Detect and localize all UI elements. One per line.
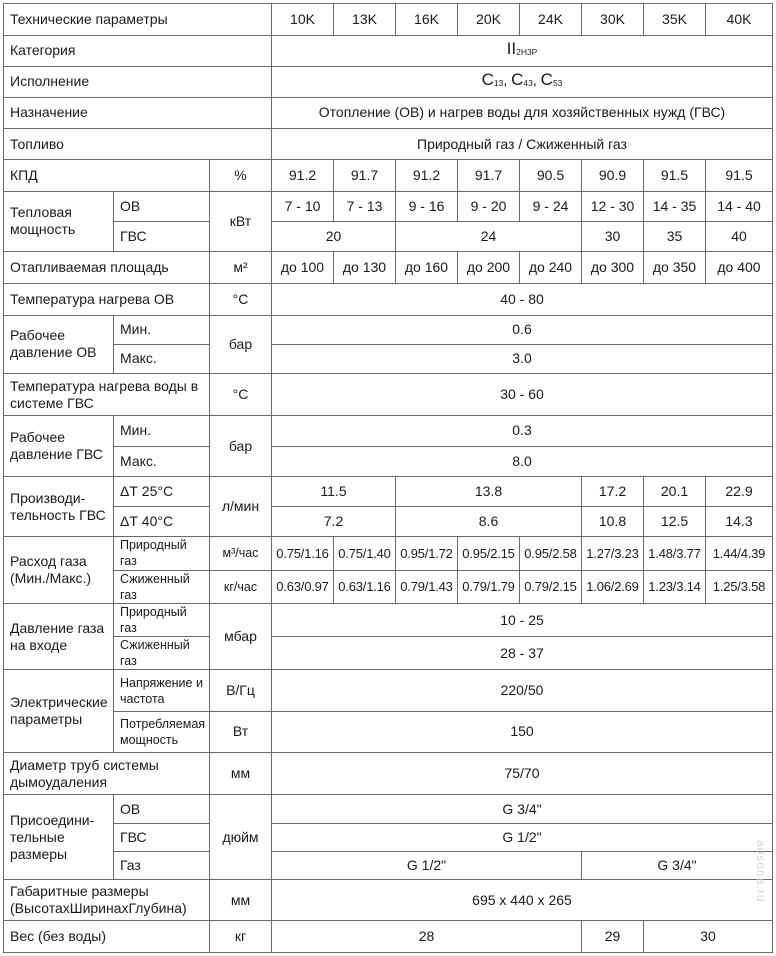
- efficiency-20k: 91.7: [458, 160, 520, 191]
- gvs-capacity-dt25-cell: 11.5: [272, 476, 396, 506]
- gvs-capacity-dt25-cell: 20.1: [644, 476, 706, 506]
- gvs-capacity-dt25-cell: 13.8: [396, 476, 582, 506]
- electrical-voltage-value: 220/50: [272, 670, 773, 711]
- gas-consumption-natural-cell: 0.75/1.40: [334, 537, 396, 570]
- gas-consumption-natural-cell: 0.95/2.15: [458, 537, 520, 570]
- ov-pressure-min-label: Мин.: [114, 315, 210, 344]
- heated-area-cell: до 200: [458, 252, 520, 284]
- thermal-power-ov-cell: 14 - 35: [644, 191, 706, 221]
- efficiency-40k: 91.5: [706, 160, 773, 191]
- thermal-power-ov-cell: 7 - 10: [272, 191, 334, 221]
- fuel-label: Топливо: [4, 129, 272, 160]
- thermal-power-ov-cell: 12 - 30: [582, 191, 644, 221]
- connections-gvs-label: ГВС: [114, 823, 210, 851]
- gas-consumption-liquefied-cell: 0.79/1.43: [396, 570, 458, 603]
- header-row: [4, 4, 773, 36]
- gas-consumption-natural-unit: м³/час: [210, 537, 272, 570]
- gas-consumption-liquefied-cell: 0.79/1.79: [458, 570, 520, 603]
- gvs-pressure-max-row: [4, 446, 773, 476]
- connections-ov-value: G 3/4": [272, 795, 773, 823]
- efficiency-35k: 91.5: [644, 160, 706, 191]
- dimensions-row: [4, 880, 773, 921]
- weight-row: [4, 921, 773, 953]
- thermal-power-gvs-label: ГВС: [114, 221, 210, 251]
- ov-pressure-unit: бар: [210, 315, 272, 373]
- efficiency-10k: 91.2: [272, 160, 334, 191]
- category-main: II: [506, 39, 517, 59]
- purpose-label: Назначение: [4, 97, 272, 128]
- efficiency-24k: 90.5: [520, 160, 582, 191]
- inlet-pressure-liquefied-row: [4, 637, 773, 670]
- gas-consumption-natural-label: Природный газ: [114, 537, 210, 570]
- weight-cell: 29: [582, 921, 644, 953]
- gvs-capacity-dt40-cell: 12.5: [644, 507, 706, 537]
- thermal-power-ov-label: ОВ: [114, 191, 210, 221]
- gas-consumption-liquefied-cell: 1.25/3.58: [706, 570, 773, 603]
- heated-area-cell: до 100: [272, 252, 334, 284]
- electrical-power-unit: Вт: [210, 711, 272, 752]
- heated-area-cell: до 300: [582, 252, 644, 284]
- gvs-temperature-value: 30 - 60: [272, 374, 773, 416]
- gas-consumption-liquefied-cell: 1.23/3.14: [644, 570, 706, 603]
- thermal-power-ov-cell: 9 - 24: [520, 191, 582, 221]
- category-label: Категория: [4, 36, 272, 66]
- heated-area-unit: м²: [210, 252, 272, 284]
- gas-consumption-liquefied-cell: 0.63/1.16: [334, 570, 396, 603]
- thermal-power-unit: кВт: [210, 191, 272, 252]
- gvs-capacity-dt25-cell: 22.9: [706, 476, 773, 506]
- ov-pressure-min-row: [4, 315, 773, 344]
- connections-gas-cell: G 3/4": [582, 851, 773, 879]
- gvs-capacity-dt40-cell: 10.8: [582, 507, 644, 537]
- efficiency-row: [4, 160, 773, 191]
- thermal-power-gvs-cell: 20: [272, 221, 396, 251]
- execution-label: Исполнение: [4, 66, 272, 97]
- thermal-power-ov-cell: 7 - 13: [334, 191, 396, 221]
- weight-label: Вес (без воды): [4, 921, 210, 953]
- purpose-row: [4, 97, 773, 128]
- fuel-value: Природный газ / Сжиженный газ: [272, 129, 773, 160]
- thermal-power-gvs-cell: 35: [644, 221, 706, 251]
- heated-area-cell: до 350: [644, 252, 706, 284]
- gas-consumption-liquefied-row: [4, 570, 773, 603]
- connections-ov-row: [4, 795, 773, 823]
- weight-cell: 28: [272, 921, 582, 953]
- gvs-capacity-dt25-cell: 17.2: [582, 476, 644, 506]
- ov-temperature-row: [4, 284, 773, 315]
- thermal-power-ov-cell: 9 - 20: [458, 191, 520, 221]
- gvs-capacity-label: Производи-тельность ГВС: [4, 476, 114, 537]
- thermal-power-ov-cell: 14 - 40: [706, 191, 773, 221]
- inlet-pressure-liquefied-value: 28 - 37: [272, 637, 773, 670]
- ov-pressure-max-label: Макс.: [114, 344, 210, 373]
- execution-row: [4, 66, 773, 97]
- dimensions-unit: мм: [210, 880, 272, 921]
- gas-consumption-natural-cell: 0.95/1.72: [396, 537, 458, 570]
- gvs-pressure-max-label: Макс.: [114, 446, 210, 476]
- efficiency-16k: 91.2: [396, 160, 458, 191]
- gas-consumption-liquefied-label: Сжиженный газ: [114, 570, 210, 603]
- inlet-pressure-label: Давление газа на входе: [4, 603, 114, 670]
- gas-consumption-liquefied-cell: 0.63/0.97: [272, 570, 334, 603]
- thermal-power-label: Тепловая мощность: [4, 191, 114, 252]
- gvs-pressure-min-label: Мин.: [114, 416, 210, 446]
- connections-gas-row: [4, 851, 773, 879]
- gvs-capacity-dt40-row: [4, 507, 773, 537]
- electrical-voltage-label: Напряжение и частота: [114, 670, 210, 711]
- gvs-pressure-max-value: 8.0: [272, 446, 773, 476]
- model-40k: 40K: [706, 4, 773, 36]
- inlet-pressure-unit: мбар: [210, 603, 272, 670]
- gvs-capacity-dt40-cell: 8.6: [396, 507, 582, 537]
- thermal-power-gvs-cell: 40: [706, 221, 773, 251]
- fuel-row: [4, 129, 773, 160]
- model-35k: 35K: [644, 4, 706, 36]
- heated-area-cell: до 130: [334, 252, 396, 284]
- gvs-capacity-dt40-cell: 14.3: [706, 507, 773, 537]
- gvs-capacity-dt40-cell: 7.2: [272, 507, 396, 537]
- model-16k: 16K: [396, 4, 458, 36]
- gvs-capacity-dt25-row: [4, 476, 773, 506]
- gvs-pressure-min-value: 0.3: [272, 416, 773, 446]
- ov-pressure-max-row: [4, 344, 773, 373]
- connections-gas-cell: G 1/2": [272, 851, 582, 879]
- execution-value: C13, C43, C53: [272, 66, 773, 97]
- gas-consumption-label: Расход газа (Мин./Макс.): [4, 537, 114, 604]
- gvs-temperature-label: Температура нагрева воды в системе ГВС: [4, 374, 210, 416]
- gas-consumption-liquefied-cell: 0.79/2.15: [520, 570, 582, 603]
- gas-consumption-natural-row: [4, 537, 773, 570]
- category-value: [272, 36, 773, 66]
- heated-area-cell: до 240: [520, 252, 582, 284]
- ov-temperature-unit: °С: [210, 284, 272, 315]
- connections-gas-label: Газ: [114, 851, 210, 879]
- efficiency-unit: %: [210, 160, 272, 191]
- flue-value: 75/70: [272, 753, 773, 795]
- purpose-value: Отопление (ОВ) и нагрев воды для хозяйственных нужд (ГВС): [272, 97, 773, 128]
- connections-gvs-value: G 1/2": [272, 823, 773, 851]
- gvs-capacity-dt25-label: ΔТ 25°С: [114, 476, 210, 506]
- dimensions-value: 695 x 440 x 265: [272, 880, 773, 921]
- flue-row: [4, 753, 773, 795]
- efficiency-30k: 90.9: [582, 160, 644, 191]
- gvs-capacity-unit: л/мин: [210, 476, 272, 537]
- gas-consumption-natural-cell: 1.48/3.77: [644, 537, 706, 570]
- gvs-capacity-dt40-label: ΔТ 40°С: [114, 507, 210, 537]
- model-13k: 13K: [334, 4, 396, 36]
- category-sub: 2H3P: [516, 47, 538, 58]
- connections-unit: дюйм: [210, 795, 272, 880]
- model-10k: 10K: [272, 4, 334, 36]
- efficiency-label: КПД: [4, 160, 210, 191]
- model-30k: 30K: [582, 4, 644, 36]
- gas-consumption-natural-cell: 0.95/2.58: [520, 537, 582, 570]
- flue-unit: мм: [210, 753, 272, 795]
- ov-temperature-value: 40 - 80: [272, 284, 773, 315]
- ov-temperature-label: Температура нагрева ОВ: [4, 284, 210, 315]
- electrical-label: Электрические параметры: [4, 670, 114, 753]
- thermal-power-ov-cell: 9 - 16: [396, 191, 458, 221]
- thermal-power-gvs-cell: 30: [582, 221, 644, 251]
- heated-area-label: Отапливаемая площадь: [4, 252, 210, 284]
- thermal-power-gvs-row: [4, 221, 773, 251]
- inlet-pressure-natural-row: [4, 603, 773, 636]
- gas-consumption-liquefied-cell: 1.06/2.69: [582, 570, 644, 603]
- gvs-pressure-unit: бар: [210, 416, 272, 477]
- connections-gvs-row: [4, 823, 773, 851]
- gas-consumption-natural-cell: 1.44/4.39: [706, 537, 773, 570]
- connections-label: Присоедини-тельные размеры: [4, 795, 114, 880]
- efficiency-13k: 91.7: [334, 160, 396, 191]
- heated-area-cell: до 160: [396, 252, 458, 284]
- thermal-power-ov-row: [4, 191, 773, 221]
- gvs-temperature-row: [4, 374, 773, 416]
- connections-ov-label: ОВ: [114, 795, 210, 823]
- ov-pressure-min-value: 0.6: [272, 315, 773, 344]
- ov-pressure-max-value: 3.0: [272, 344, 773, 373]
- electrical-voltage-row: [4, 670, 773, 711]
- model-20k: 20K: [458, 4, 520, 36]
- dimensions-label: Габаритные размеры (ВысотахШиринахГлубина): [4, 880, 210, 921]
- thermal-power-gvs-cell: 24: [396, 221, 582, 251]
- weight-cell: 30: [644, 921, 773, 953]
- gvs-temperature-unit: °С: [210, 374, 272, 416]
- gvs-pressure-label: Рабочее давление ГВС: [4, 416, 114, 477]
- header-title: Технические параметры: [4, 4, 272, 36]
- model-24k: 24K: [520, 4, 582, 36]
- electrical-power-value: 150: [272, 711, 773, 752]
- category-row: [4, 36, 773, 66]
- gvs-pressure-min-row: [4, 416, 773, 446]
- ov-pressure-label: Рабочее давление ОВ: [4, 315, 114, 373]
- flue-label: Диаметр труб системы дымоудаления: [4, 753, 210, 795]
- inlet-pressure-liquefied-label: Сжиженный газ: [114, 637, 210, 670]
- electrical-power-label: Потребляемая мощность: [114, 711, 210, 752]
- electrical-voltage-unit: В/Гц: [210, 670, 272, 711]
- inlet-pressure-natural-value: 10 - 25: [272, 603, 773, 636]
- electrical-power-row: [4, 711, 773, 752]
- weight-unit: кг: [210, 921, 272, 953]
- gas-consumption-natural-cell: 0.75/1.16: [272, 537, 334, 570]
- watermark: adsona.ru: [754, 840, 768, 903]
- heated-area-cell: до 400: [706, 252, 773, 284]
- technical-specs-table: [3, 3, 773, 953]
- inlet-pressure-natural-label: Природный газ: [114, 603, 210, 636]
- gas-consumption-natural-cell: 1.27/3.23: [582, 537, 644, 570]
- heated-area-row: [4, 252, 773, 284]
- gas-consumption-liquefied-unit: кг/час: [210, 570, 272, 603]
